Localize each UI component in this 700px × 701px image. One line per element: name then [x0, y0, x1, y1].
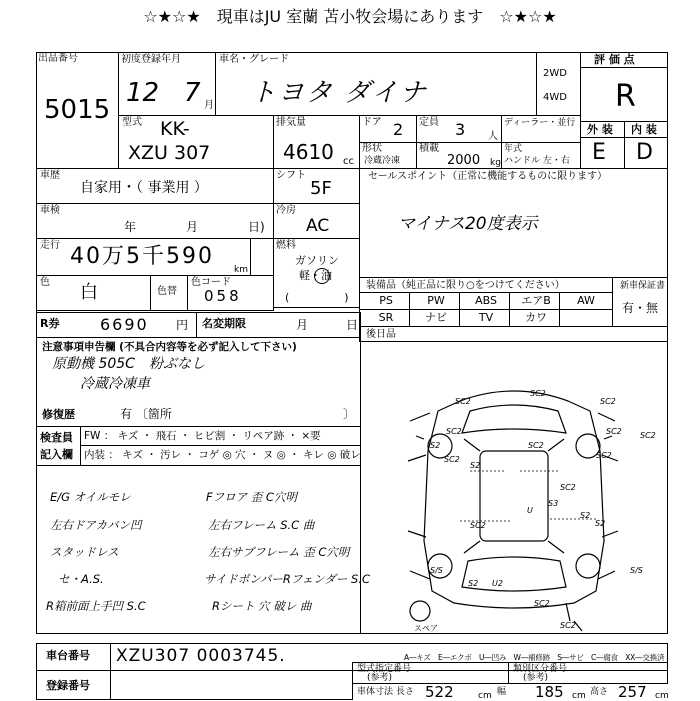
exterior-score: E	[592, 140, 606, 165]
equipment-divider	[559, 292, 560, 327]
dealer-label: ディーラー・並行	[504, 118, 576, 128]
first-reg-label: 初度登録年月	[121, 54, 181, 65]
damage-mark: SC2	[470, 521, 486, 530]
fuel-gas: ガソリン	[295, 254, 339, 267]
width-unit: cm	[572, 691, 586, 701]
lot-number: 5015	[44, 95, 111, 125]
damage-mark: SC2	[560, 621, 576, 630]
ticket-unit: 円	[176, 318, 189, 332]
inspector-row2: 内装 ： キズ ・ 汚レ ・ コゲ ◎ 穴 ・ ヌ ◎ ・ キレ ◎ 破レ	[84, 449, 361, 461]
fuel-light-oil: 軽・油	[299, 269, 332, 282]
equipment-item-row1: エアB	[521, 294, 551, 307]
damage-mark: SC2	[600, 397, 616, 406]
mileage-value: 40万5千590	[70, 244, 214, 269]
score-value: R	[615, 79, 636, 114]
doors-label: ドア	[362, 117, 382, 128]
model-label: 型式	[122, 117, 142, 128]
shift-label: シフト	[276, 170, 306, 181]
category-label: 類別区分番号	[513, 664, 568, 674]
header-banner: ☆★☆★ 現車はJU 室蘭 苫小牧会場にあります ☆★☆★	[143, 7, 557, 26]
spare-label: スペア	[414, 624, 438, 633]
damage-mark: S2	[468, 579, 479, 588]
length-unit: cm	[478, 691, 492, 701]
chassis-value: XZU307 0003745.	[116, 646, 286, 666]
category-sub: (参考)	[523, 673, 549, 683]
score-label: 評 価 点	[594, 53, 635, 66]
car-name-value: トヨタ ダイナ	[250, 78, 428, 108]
damage-mark: SC2	[530, 389, 546, 398]
mileage-label: 走行	[40, 240, 60, 251]
drive-4wd: 4WD	[543, 92, 567, 103]
displacement-value: 4610	[283, 140, 334, 164]
aircon-label: 冷房	[276, 205, 296, 216]
damage-mark: U	[527, 506, 533, 515]
aircon-value: AC	[306, 216, 330, 236]
fuel-selected-circle	[314, 268, 330, 284]
registration-label: 登録番号	[46, 679, 90, 692]
deadline-month: 月	[296, 318, 309, 332]
equipment-divider	[409, 292, 410, 327]
ticket-label: R券	[40, 317, 60, 330]
fuel-label: 燃料	[276, 240, 296, 251]
interior-label: 内 装	[631, 123, 657, 136]
first-reg-year: 12	[126, 78, 160, 108]
damage-mark: S/S	[630, 566, 643, 575]
later-box	[359, 326, 668, 342]
damage-mark: S/S	[430, 566, 443, 575]
capacity-label: 定員	[419, 117, 439, 128]
notes-line1: 原動機 505C 粉ぶなし	[52, 356, 205, 372]
shape-label: 形状	[362, 143, 382, 154]
equipment-label: 装備品（純正品に限り○をつけてください）	[366, 280, 565, 291]
damage-mark: SC2	[640, 431, 656, 440]
height-unit: cm	[655, 691, 669, 701]
inspector-label1: 検査員	[40, 431, 73, 444]
fuel-paren: ( )	[285, 291, 349, 304]
equipment-item-row2: ナビ	[425, 311, 447, 324]
equipment-item-row1: AW	[577, 294, 595, 307]
ticket-value: 6690	[100, 315, 149, 334]
displacement-label: 排気量	[276, 117, 306, 128]
inspector-label2: 記入欄	[40, 448, 73, 461]
inspection-box	[36, 203, 274, 239]
remark-item: E/G オイルモレ	[50, 490, 131, 504]
equipment-item-row2: カワ	[525, 311, 547, 324]
equipment-item-row2: SR	[378, 311, 394, 324]
history-value: 自家用・（ 事業用 ）	[80, 180, 208, 196]
car-name-label: 車名・グレード	[219, 54, 289, 65]
load-value: 2000	[447, 153, 481, 168]
damage-mark: SC2	[534, 599, 550, 608]
remark-item: Rシート 穴 破レ 曲	[212, 599, 312, 613]
interior-score: D	[636, 140, 653, 165]
mileage-unit: km	[234, 265, 248, 275]
first-reg-month-unit: 月	[204, 100, 214, 111]
equipment-item-row1: PW	[427, 294, 445, 307]
lot-label: 出品番号	[38, 53, 78, 64]
remark-item: セ・A.S.	[58, 572, 104, 586]
model-line1: KK-	[160, 118, 190, 140]
damage-mark: SC2	[446, 427, 462, 436]
inspection-day: 日)	[248, 220, 265, 234]
ticket-box	[36, 312, 361, 338]
damage-mark: SC2	[528, 441, 544, 450]
load-label: 積載	[419, 143, 439, 154]
damage-mark: SC2	[455, 397, 471, 406]
damage-mark: SC2	[596, 451, 612, 460]
color-label: 色	[40, 277, 50, 288]
damage-mark: U2	[492, 579, 503, 588]
damage-mark: S3	[548, 499, 559, 508]
damage-mark: S2	[430, 441, 441, 450]
remark-item: R箱前面上手凹 S.C	[46, 599, 146, 613]
equipment-item-row2: TV	[478, 311, 494, 324]
damage-mark: S2	[595, 519, 606, 528]
damage-mark: S2	[580, 511, 591, 520]
color-code-label: 色コード	[191, 277, 231, 288]
deadline-label: 名変期限	[202, 317, 246, 330]
remark-item: Fフロア 歪 C穴明	[206, 490, 297, 504]
model-line2: XZU 307	[128, 142, 211, 164]
shape-value: 冷蔵冷凍	[364, 156, 401, 166]
capacity-value: 3	[455, 120, 466, 139]
damage-mark: SC2	[444, 455, 460, 464]
later-label: 後日品	[366, 329, 396, 340]
first-reg-month: 7	[184, 78, 201, 108]
type-designation-sub: (参考)	[367, 673, 393, 683]
color-code: 058	[204, 287, 242, 305]
sales-label: セールスポイント（正常に機能するものに限ります）	[368, 171, 608, 182]
repair-label: 修復歴	[42, 408, 75, 421]
drive-box	[536, 52, 581, 116]
sales-value: マイナス20度表示	[398, 214, 538, 234]
damage-mark: SC2	[560, 483, 576, 492]
notes-line2: 冷蔵冷凍車	[80, 376, 150, 392]
capacity-unit: 人	[488, 131, 498, 142]
width-label: 幅	[497, 687, 507, 697]
car-diagram	[360, 341, 668, 634]
notes-label: 注意事項申告欄 (不具合内容等を必ず記入して下さい)	[42, 341, 297, 353]
equipment-item-row1: ABS	[475, 294, 497, 307]
height-value: 257	[618, 683, 647, 701]
inspection-year: 年	[124, 220, 137, 234]
diagram-legend: A―キズ E―エクボ U―凹み W―補修跡 S―サビ C―腐食 XX―交換済	[404, 653, 665, 662]
inspection-month: 月	[186, 220, 199, 234]
inspection-label: 車検	[40, 205, 60, 216]
length-label: 車体寸法 長さ	[357, 687, 414, 697]
equipment-item-row1: PS	[379, 294, 393, 307]
equipment-divider	[509, 292, 510, 327]
repair-end: 〕	[343, 407, 356, 421]
model-year-label: 年式	[504, 144, 523, 154]
color-change-label: 色替	[157, 286, 177, 297]
warranty-value: 有・無	[622, 301, 659, 315]
exterior-label: 外 装	[587, 123, 613, 136]
height-label: 高さ	[590, 687, 609, 697]
handle-label: ハンドル 左・右	[504, 156, 570, 166]
color-value: 白	[80, 282, 98, 303]
drive-2wd: 2WD	[543, 68, 567, 79]
deadline-day: 日	[346, 318, 359, 332]
remark-item: 左右フレーム S.C 曲	[208, 518, 315, 532]
length-value: 522	[425, 683, 454, 701]
remark-item: スタッドレス	[50, 545, 119, 559]
inspector-row1: FW ： キズ ・ 飛石 ・ ヒビ割 ・ リペア跡 ・ ×要	[84, 430, 321, 442]
displacement-unit: cc	[343, 156, 354, 167]
shift-value: 5F	[310, 178, 332, 199]
remark-item: 左右ドアカバン凹	[50, 518, 142, 532]
repair-value: 有 〔箇所	[120, 407, 172, 421]
chassis-label: 車台番号	[46, 649, 90, 662]
type-designation-label: 型式指定番号	[357, 664, 412, 674]
history-label: 車歴	[40, 170, 60, 181]
load-unit: kg	[490, 158, 501, 168]
doors-value: 2	[393, 120, 404, 139]
remark-item: サイドポンパーRフェンダー S.C	[204, 572, 370, 586]
remark-item: 左右サブフレーム 歪 C穴明	[208, 545, 350, 559]
damage-mark: SC2	[606, 427, 622, 436]
warranty-label: 新車保証書	[620, 281, 666, 291]
width-value: 185	[535, 683, 564, 701]
equipment-divider	[459, 292, 460, 327]
damage-mark: S2	[470, 461, 481, 470]
